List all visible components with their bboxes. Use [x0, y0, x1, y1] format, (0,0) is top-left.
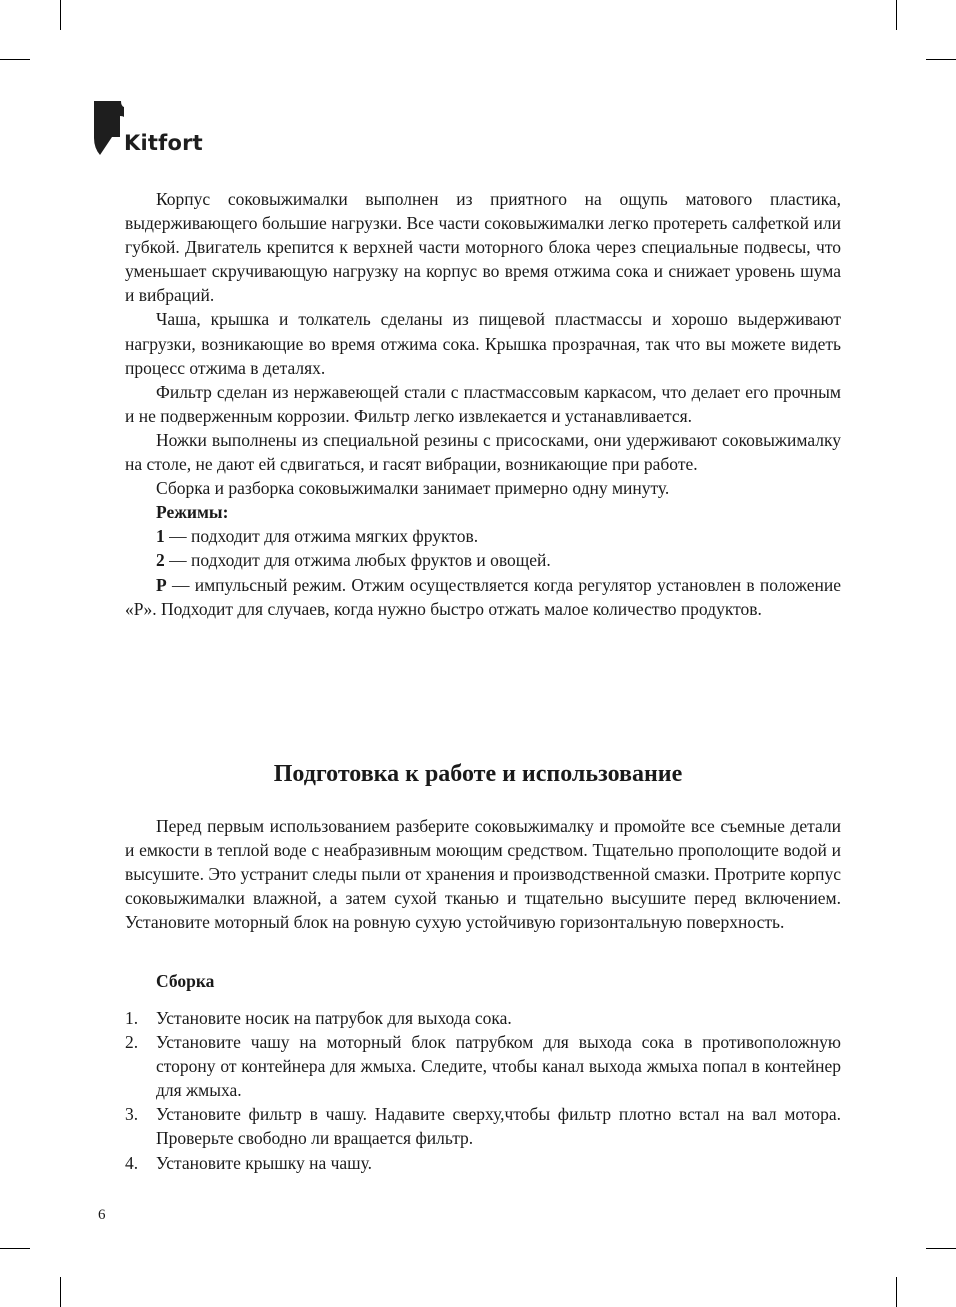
mode-item: [125, 548, 841, 572]
intro-section: [125, 814, 841, 934]
paragraph: Фильтр сделан из нержавеющей стали с пластмассовым каркасом, что делает его прочным и не подверженным коррозии. Фильтр легко извлекается и устанавливается.: [125, 381, 841, 426]
mode-text: — подходит для отжима мягких фруктов.: [164, 526, 479, 547]
mode-key: P: [156, 574, 167, 595]
paragraph: Чаша, крышка и толкатель сделаны из пищевой пластмассы и хорошо выдерживают нагрузки, возникающие во время отжима сока. Крышка прозрачная, так что вы можете видеть процесс отжима в деталях.: [125, 309, 841, 378]
assembly-title: Сборка: [156, 971, 215, 991]
brand-logo: [92, 100, 232, 156]
logo-wordmark: Kitfort: [124, 131, 203, 155]
step-text: Установите носик на патрубок для выхода сока.: [156, 1008, 512, 1028]
step-text: Установите фильтр в чашу. Надавите сверху,чтобы фильтр плотно встал на вал мотора. Проверьте свободно ли вращается фильтр.: [156, 1104, 841, 1149]
mode-item: [125, 573, 841, 621]
section-title: Подготовка к работе и использование: [273, 761, 683, 787]
crop-mark: [896, 1277, 897, 1307]
list-item: [125, 1030, 841, 1102]
mode-text: — подходит для отжима любых фруктов и овощей.: [164, 550, 551, 571]
description-section: [125, 187, 841, 621]
crop-mark: [60, 0, 61, 30]
list-item: [125, 1151, 841, 1175]
logo-mark-icon: [92, 100, 128, 156]
modes-title: Режимы:: [156, 502, 229, 523]
step-text: Установите чашу на моторный блок патрубком для выхода сока в противоположную сторону от контейнера для жмыха. Следите, чтобы канал выхода жмыха попал в контейнер для жмыха.: [156, 1032, 841, 1101]
mode-text: — импульсный режим. Отжим осуществляется когда регулятор установлен в положение «P». Подходит для случаев, когда нужно быстро отжать малое количество продуктов.: [125, 574, 841, 619]
page-number: 6: [98, 1207, 106, 1223]
paragraph: Сборка и разборка соковыжималки занимает примерно одну минуту.: [156, 478, 670, 499]
crop-mark: [926, 1248, 956, 1249]
list-item: [125, 1102, 841, 1150]
step-number: 3.: [125, 1104, 139, 1125]
mode-item: [125, 524, 841, 548]
mode-key: 1: [156, 526, 165, 547]
step-number: 4.: [125, 1152, 139, 1173]
crop-mark: [926, 59, 956, 60]
mode-key: 2: [156, 550, 165, 571]
crop-mark: [0, 1248, 30, 1249]
step-text: Установите крышку на чашу.: [156, 1152, 373, 1173]
intro-paragraph: Перед первым использованием разберите соковыжималку и промойте все съемные детали и емкости в теплой воде с неабразивным моющим средством. Тщательно прополощите водой и высушите. Это устранит следы пыли от хранения и производственной смазки. Протрите корпус соковыжималки влажной, а затем сухой тканью и тщательно высушите перед включением. Установите моторный блок на ровную сухую устойчивую горизонтальную поверхность.: [125, 816, 841, 933]
step-number: 1.: [125, 1008, 139, 1028]
paragraph: Корпус соковыжималки выполнен из приятного на ощупь матового пластика, выдерживающего большие нагрузки. Все части соковыжималки легко протереть салфеткой или губкой. Двигатель крепится к верхней части моторного блока через специальные подвесы, что уменьшает скручивающую нагрузку на корпус во время отжима сока и снижает уровень шума и вибраций.: [125, 189, 841, 306]
assembly-steps: [125, 1006, 841, 1175]
paragraph: Ножки выполнены из специальной резины с присосками, они удерживают соковыжималку на столе, не дают ей сдвигаться, и гасят вибрации, возникающие при работе.: [125, 429, 841, 475]
step-number: 2.: [125, 1032, 139, 1053]
crop-mark: [60, 1277, 61, 1307]
list-item: [125, 1006, 841, 1030]
crop-mark: [0, 59, 30, 60]
crop-mark: [896, 0, 897, 30]
